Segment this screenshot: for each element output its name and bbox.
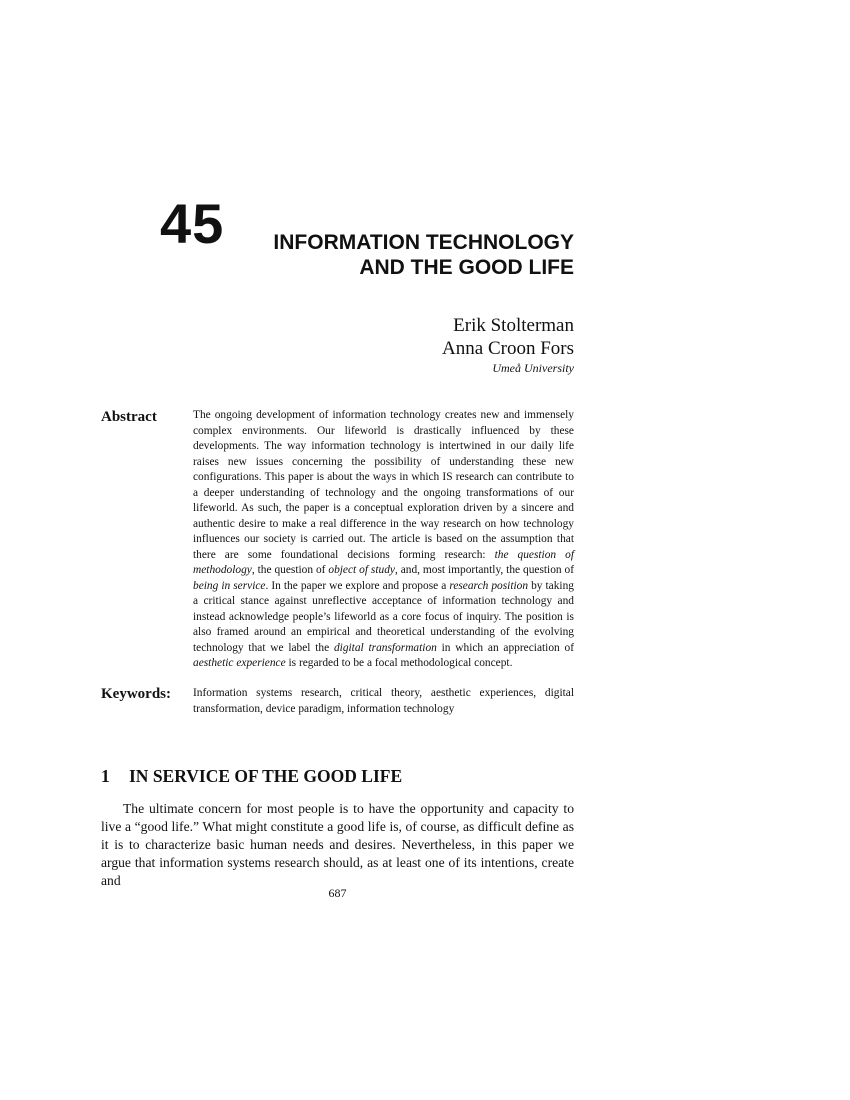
author-affiliation: Umeå University xyxy=(492,361,574,375)
abstract-emphasis: the question of methodology xyxy=(193,548,574,576)
abstract-emphasis: aesthetic experience xyxy=(193,657,286,669)
abstract-emphasis: research position xyxy=(449,579,529,592)
abstract-segment: The ongoing development of information technology creates new and immensely complex environments. Our lifeworld is drastically influenced by these developments. The way information technology is intertwined in our daily life raises new issues concerning the possibility of understanding these new configurations. This paper is about the ways in which IS research can contribute to a deeper understanding of technology and the ongoing transformations of our lifeworld. As such, the paper is a conceptual exploration driven by a sincere and authentic desire to make a real difference in the way research on how technology influences our society is carried out. The article is based on the assumption that there are some foundational decisions forming research: xyxy=(193,409,574,561)
author-name: Erik Stolterman xyxy=(453,315,574,336)
chapter-number: 45 xyxy=(160,192,225,255)
section-title: IN SERVICE OF THE GOOD LIFE xyxy=(129,766,403,786)
abstract-text xyxy=(193,408,574,672)
abstract-segment: , and, most importantly, the question of xyxy=(394,564,575,576)
abstract-emphasis: being in service xyxy=(193,579,266,592)
abstract-segment: , the question of xyxy=(251,564,329,576)
abstract-emphasis: object of study xyxy=(328,564,395,576)
abstract-emphasis: digital transformation xyxy=(333,641,437,654)
body-paragraph: The ultimate concern for most people is to have the opportunity and capacity to live a “good life.” What might constitute a good life is, of course, as difficult define as it is to characterize basic human needs and desires. Nevertheless, in this paper we argue that information systems research should, as at least one of its intentions, create and xyxy=(101,801,574,888)
abstract-segment: is regarded to be a focal methodological concept. xyxy=(285,657,513,669)
abstract-segment: by taking a critical stance against unreflective acceptance of information technology and instead acknowledge people’s lifeworld as a core focus of inquiry. The position is also framed around an empirical and theoretical understanding of the evolving technology that we label the xyxy=(193,579,574,654)
keywords-text: Information systems research, critical theory, aesthetic experiences, digital transformation, device paradigm, information technology xyxy=(193,687,574,715)
abstract-label: Abstract xyxy=(101,409,157,425)
chapter-title-line-2: AND THE GOOD LIFE xyxy=(359,256,574,279)
chapter-title-line-1: INFORMATION TECHNOLOGY xyxy=(273,231,574,254)
keywords-label: Keywords: xyxy=(101,686,171,702)
abstract-segment: . In the paper we explore and propose a xyxy=(265,579,450,592)
section-heading xyxy=(101,766,402,787)
chapter-title xyxy=(273,230,574,280)
section-number: 1 xyxy=(101,766,110,786)
author-name: Anna Croon Fors xyxy=(442,338,574,359)
abstract-segment: in which an appreciation of xyxy=(436,641,574,654)
author-block xyxy=(442,314,574,376)
page-number: 687 xyxy=(328,886,347,900)
